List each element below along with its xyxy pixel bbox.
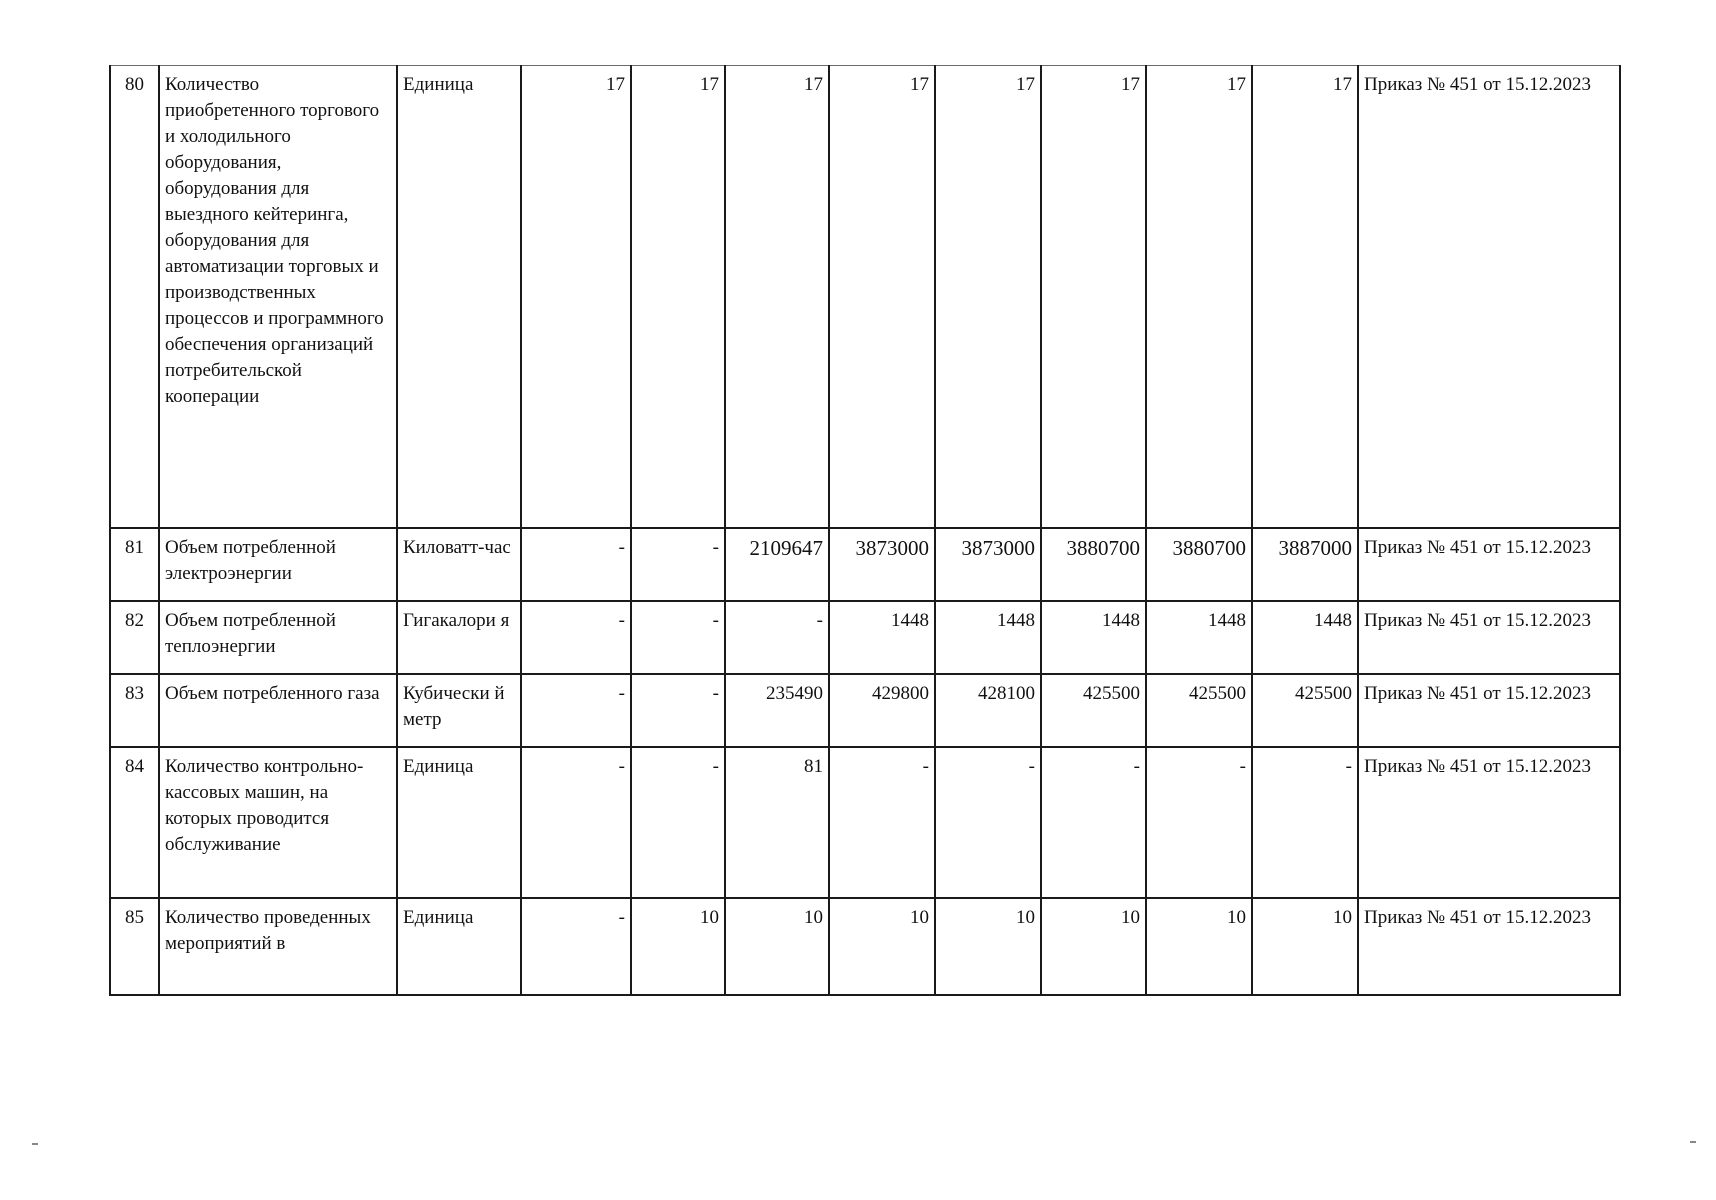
- indicator-name-cell: Количество проведенных мероприятий в: [159, 898, 397, 995]
- value-cell: -: [521, 528, 631, 601]
- value-cell: -: [1146, 747, 1252, 898]
- value-cell: 17: [935, 66, 1041, 528]
- value-cell: 10: [935, 898, 1041, 995]
- value-cell: 10: [631, 898, 725, 995]
- value-cell: 17: [631, 66, 725, 528]
- value-cell: -: [829, 747, 935, 898]
- value-cell: 17: [521, 66, 631, 528]
- value-cell: 10: [1041, 898, 1146, 995]
- table-row: [110, 674, 1620, 747]
- value-cell: -: [631, 747, 725, 898]
- value-cell: -: [521, 898, 631, 995]
- value-cell: 3873000: [829, 528, 935, 601]
- value-cell: -: [521, 747, 631, 898]
- value-cell: -: [521, 674, 631, 747]
- unit-cell: Киловатт-час: [397, 528, 521, 601]
- value-cell: -: [1041, 747, 1146, 898]
- value-cell: 1448: [935, 601, 1041, 674]
- value-cell: -: [521, 601, 631, 674]
- table-body: [110, 66, 1620, 995]
- source-document-cell: Приказ № 451 от 15.12.2023: [1358, 747, 1620, 898]
- value-cell: 2109647: [725, 528, 829, 601]
- value-cell: 10: [829, 898, 935, 995]
- unit-cell: Кубически й метр: [397, 674, 521, 747]
- indicators-table: [109, 65, 1621, 996]
- value-cell: 17: [1146, 66, 1252, 528]
- source-document-cell: Приказ № 451 от 15.12.2023: [1358, 674, 1620, 747]
- table-row: [110, 528, 1620, 601]
- source-document-cell: Приказ № 451 от 15.12.2023: [1358, 601, 1620, 674]
- scan-edge-mark: [1690, 1141, 1696, 1143]
- value-cell: 17: [725, 66, 829, 528]
- value-cell: -: [631, 601, 725, 674]
- row-number-cell: 83: [110, 674, 159, 747]
- value-cell: 429800: [829, 674, 935, 747]
- value-cell: 10: [1146, 898, 1252, 995]
- value-cell: 3880700: [1041, 528, 1146, 601]
- row-number-cell: 84: [110, 747, 159, 898]
- value-cell: 3887000: [1252, 528, 1358, 601]
- indicator-name-cell: Объем потребленного газа: [159, 674, 397, 747]
- unit-cell: Единица: [397, 898, 521, 995]
- value-cell: 1448: [1146, 601, 1252, 674]
- value-cell: -: [725, 601, 829, 674]
- indicator-name-cell: Объем потребленной теплоэнергии: [159, 601, 397, 674]
- value-cell: 425500: [1252, 674, 1358, 747]
- source-document-cell: Приказ № 451 от 15.12.2023: [1358, 898, 1620, 995]
- table-row: [110, 601, 1620, 674]
- unit-cell: Единица: [397, 747, 521, 898]
- value-cell: -: [631, 528, 725, 601]
- source-document-cell: Приказ № 451 от 15.12.2023: [1358, 528, 1620, 601]
- value-cell: 1448: [1252, 601, 1358, 674]
- table-row: [110, 66, 1620, 528]
- unit-cell: Единица: [397, 66, 521, 528]
- indicator-name-cell: Количество приобретенного торгового и холодильного оборудования, оборудования для выездного кейтеринга, оборудования для автоматизации торговых и производственных процессов и программного обеспечения организаций потребительской кооперации: [159, 66, 397, 528]
- value-cell: 17: [1252, 66, 1358, 528]
- row-number-cell: 81: [110, 528, 159, 601]
- value-cell: 3873000: [935, 528, 1041, 601]
- value-cell: 235490: [725, 674, 829, 747]
- row-number-cell: 82: [110, 601, 159, 674]
- row-number-cell: 85: [110, 898, 159, 995]
- value-cell: 17: [1041, 66, 1146, 528]
- table-row: [110, 898, 1620, 995]
- value-cell: 428100: [935, 674, 1041, 747]
- value-cell: 1448: [1041, 601, 1146, 674]
- value-cell: 425500: [1041, 674, 1146, 747]
- value-cell: 1448: [829, 601, 935, 674]
- value-cell: -: [631, 674, 725, 747]
- value-cell: -: [935, 747, 1041, 898]
- value-cell: 10: [725, 898, 829, 995]
- table-row: [110, 747, 1620, 898]
- value-cell: 17: [829, 66, 935, 528]
- row-number-cell: 80: [110, 66, 159, 528]
- unit-cell: Гигакалори я: [397, 601, 521, 674]
- scan-edge-mark: [32, 1143, 38, 1145]
- value-cell: -: [1252, 747, 1358, 898]
- indicator-name-cell: Объем потребленной электроэнергии: [159, 528, 397, 601]
- source-document-cell: Приказ № 451 от 15.12.2023: [1358, 66, 1620, 528]
- value-cell: 425500: [1146, 674, 1252, 747]
- value-cell: 3880700: [1146, 528, 1252, 601]
- value-cell: 81: [725, 747, 829, 898]
- value-cell: 10: [1252, 898, 1358, 995]
- indicator-name-cell: Количество контрольно-кассовых машин, на которых проводится обслуживание: [159, 747, 397, 898]
